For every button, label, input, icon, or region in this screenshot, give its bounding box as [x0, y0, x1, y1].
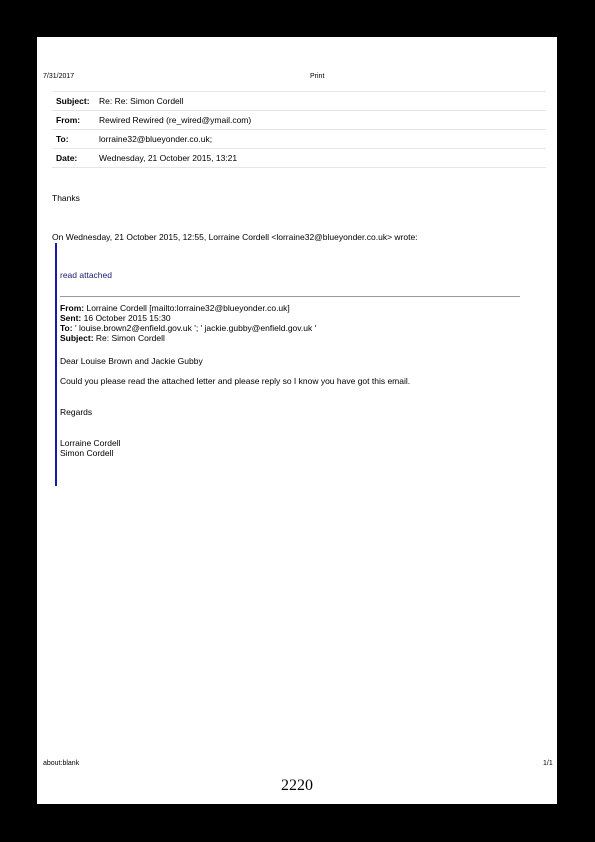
fwd-subject-line	[60, 333, 410, 343]
fwd-from-value: Lorraine Cordell [mailto:lorraine32@blueyonder.co.uk]	[86, 303, 290, 313]
to-value: lorraine32@blueyonder.co.uk;	[95, 130, 546, 149]
footer-page-count: 1/1	[543, 760, 553, 767]
fwd-to-label: To:	[60, 323, 73, 333]
message-body: Could you please read the attached letter and please reply so I know you have got this email.	[60, 376, 411, 386]
to-label: To:	[52, 130, 95, 149]
print-page	[37, 37, 557, 804]
greeting: Dear Louise Brown and Jackie Gubby	[60, 356, 203, 366]
print-title: Print	[310, 73, 325, 80]
fwd-from-label: From:	[60, 303, 85, 313]
subject-row	[52, 92, 546, 111]
fwd-sent-value: 16 October 2015 15:30	[83, 313, 171, 323]
forwarded-message	[60, 303, 410, 458]
signature-1: Lorraine Cordell	[60, 438, 121, 448]
subject-value: Re: Re: Simon Cordell	[95, 92, 546, 111]
subject-label: Subject:	[52, 92, 95, 111]
read-attached-text: read attached	[60, 270, 112, 280]
fwd-subject-label: Subject:	[60, 333, 94, 343]
print-date: 7/31/2017	[43, 73, 75, 80]
divider	[60, 296, 520, 297]
fwd-from-line	[60, 303, 410, 313]
reply-text: Thanks	[52, 193, 80, 203]
quote-bar	[55, 243, 57, 486]
date-label: Date:	[52, 149, 95, 168]
fwd-to-value: ' louise.brown2@enfield.gov.uk '; ' jackie.gubby@enfield.gov.uk '	[74, 323, 317, 333]
from-row	[52, 111, 546, 130]
from-value: Rewired Rewired (re_wired@ymail.com)	[95, 111, 546, 130]
date-value: Wednesday, 21 October 2015, 13:21	[95, 149, 546, 168]
page-number: 2220	[281, 777, 313, 794]
footer-url: about:blank	[43, 760, 80, 767]
fwd-to-line	[60, 323, 410, 333]
signature-2: Simon Cordell	[60, 448, 114, 458]
regards: Regards	[60, 407, 93, 417]
fwd-sent-label: Sent:	[60, 313, 82, 323]
date-row	[52, 149, 546, 168]
quoted-intro: On Wednesday, 21 October 2015, 12:55, Lorraine Cordell <lorraine32@blueyonder.co.uk> wrote:	[52, 232, 418, 242]
to-row	[52, 130, 546, 149]
email-header-table	[52, 91, 546, 168]
from-label: From:	[52, 111, 95, 130]
fwd-subject-value: Re: Simon Cordell	[95, 333, 165, 343]
fwd-sent-line	[60, 313, 410, 323]
